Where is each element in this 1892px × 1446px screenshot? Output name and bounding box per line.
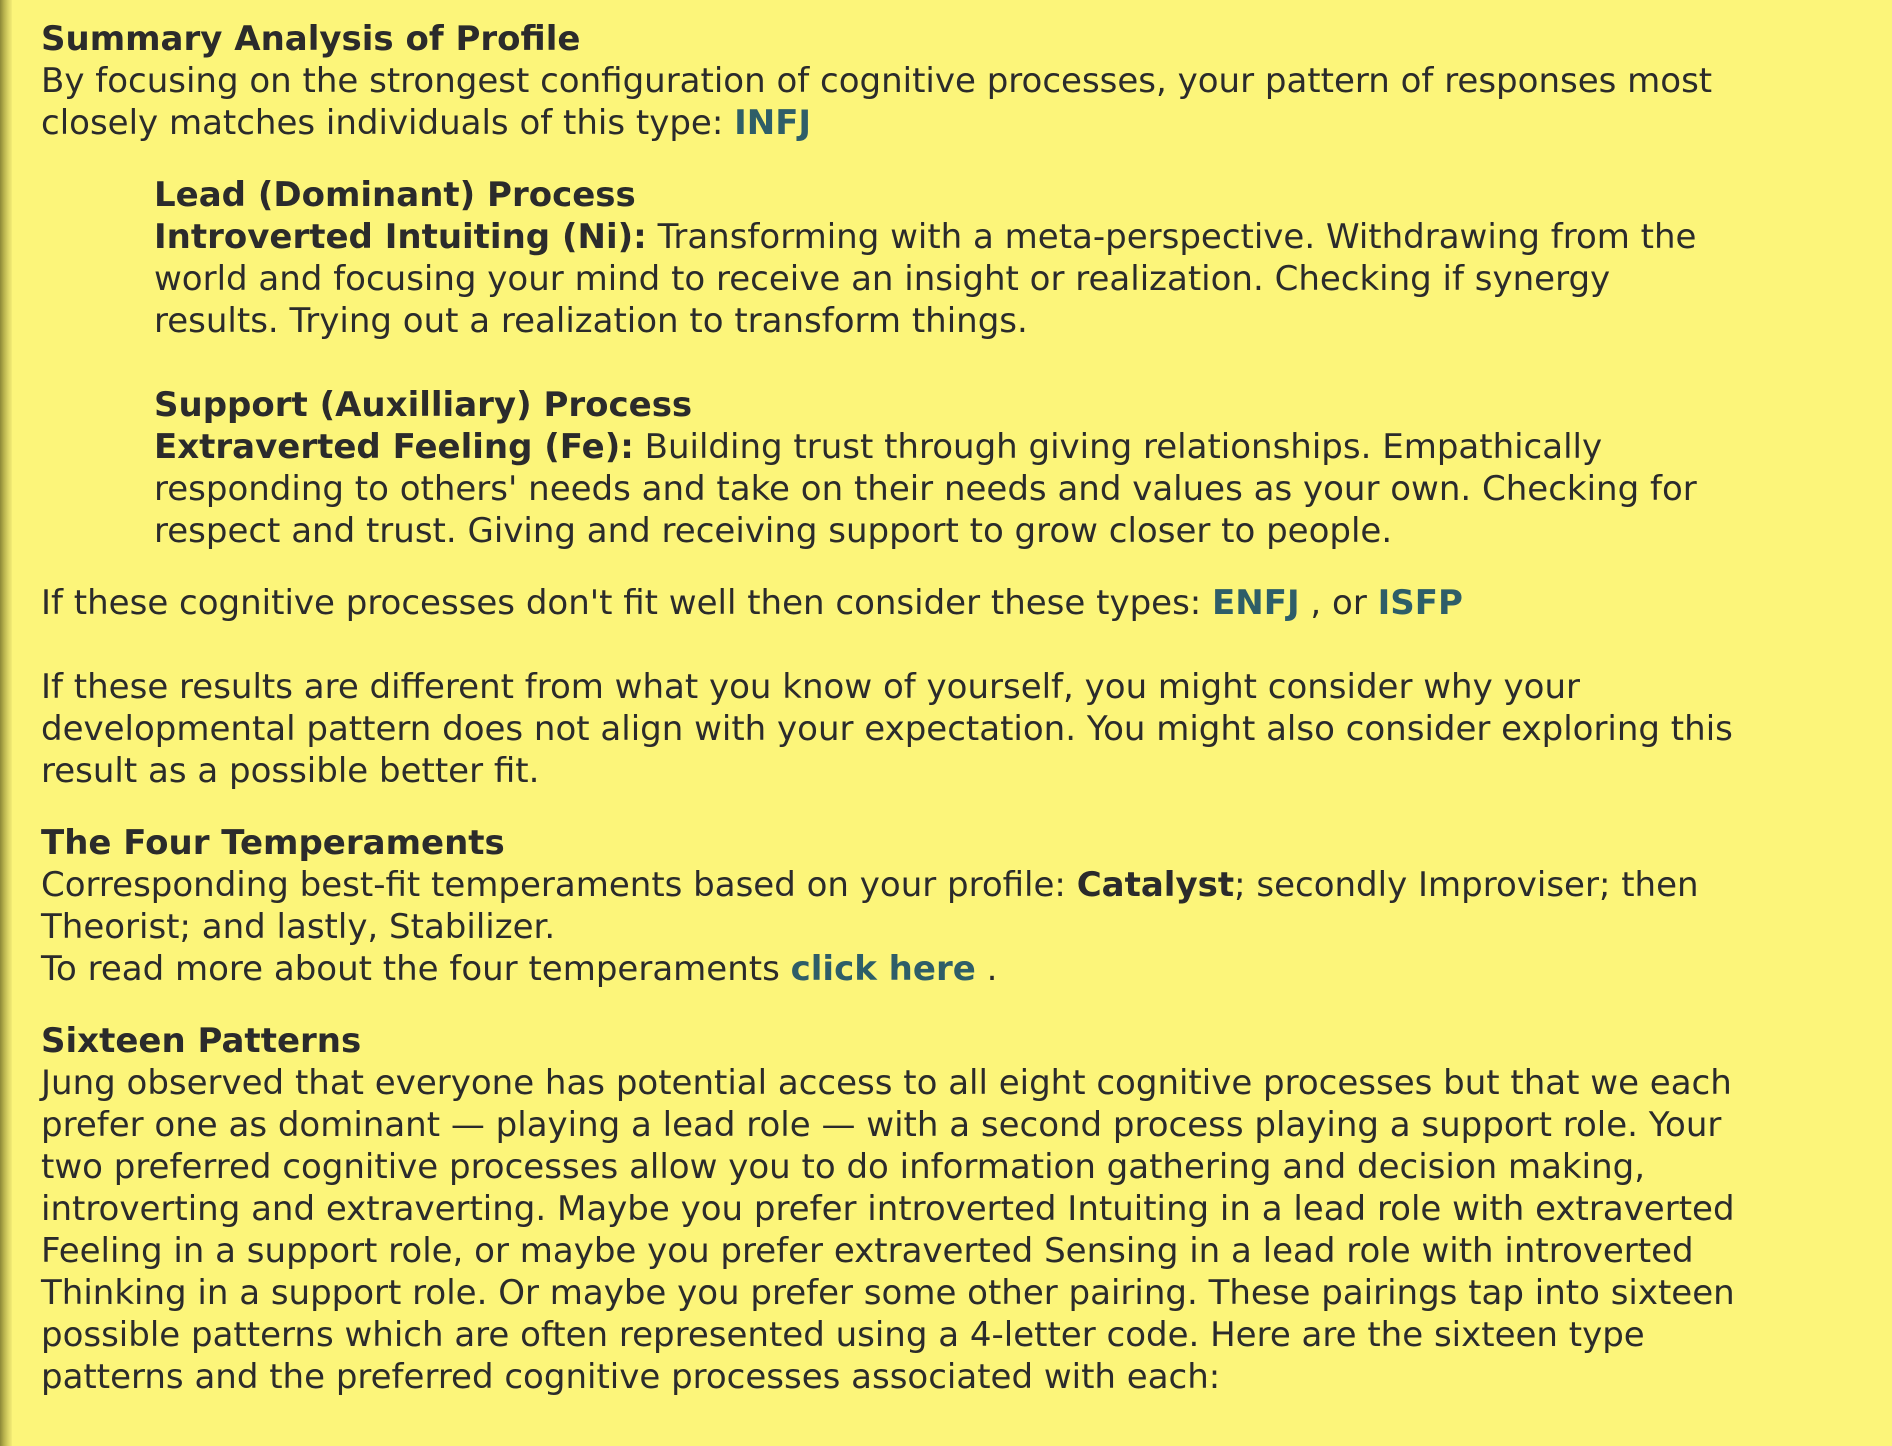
lead-process-section [154,174,1714,342]
sixteen-patterns-paragraph: Jung observed that everyone has potential access to all eight cognitive processes but that we each prefer one as dominant — playing a lead role — with a second process playing a support role. Your two preferred cognitive processes allow you to do information gathering and decision making, introverting and extraverting. Maybe you prefer introverted Intuiting in a lead role with extraverted Feeling in a support role, or maybe you prefer extraverted Sensing in a lead role with introverted Thinking in a support role. Or maybe you prefer some other pairing. These pairings tap into sixteen possible patterns which are often represented using a 4-letter code. Here are the sixteen type patterns and the preferred cognitive processes associated with each: [41,1063,1735,1397]
support-process-paragraph [154,426,1714,552]
support-process-name: Extraverted Feeling (Fe): [154,427,634,467]
alternative-separator: , or [1310,583,1367,623]
temperaments-heading: The Four Temperaments [41,823,505,863]
primary-temperament: Catalyst [1076,865,1235,905]
temperaments-read-more [41,948,1761,990]
support-process-description: Building trust through giving relationships. Empathically responding to others' needs and take on their needs and values as your own. Checking for respect and trust. Giving and receiving support to grow closer to people. [154,427,1697,551]
lead-process-heading: Lead (Dominant) Process [154,175,636,215]
alternative-types-paragraph [41,582,1761,624]
lead-process-description: Transforming with a meta-perspective. Withdrawing from the world and focusing your mind to receive an insight or realization. Checking if synergy results. Trying out a realization to transform things. [154,217,1697,341]
read-more-text: To read more about the four temperaments [41,949,780,989]
summary-heading: Summary Analysis of Profile [41,19,581,59]
temperaments-paragraph [41,864,1761,948]
read-more-end: . [986,949,998,989]
different-results-paragraph: If these results are different from what you know of yourself, you might consider why your developmental pattern does not align with your expectation. You might also consider exploring this result as a possible better fit. [41,667,1733,791]
infj-type-link[interactable]: INFJ [734,103,812,143]
support-process-section [154,384,1714,552]
lead-process-name: Introverted Intuiting (Ni): [154,217,647,257]
left-border [0,0,12,1446]
summary-paragraph [41,60,1761,144]
temperaments-text-before: Corresponding best-fit temperaments based on your profile: [41,865,1066,905]
support-process-heading: Support (Auxilliary) Process [154,385,693,425]
alternative-types-text: If these cognitive processes don't fit well then consider these types: [41,583,1202,623]
temperaments-click-here-link[interactable]: click here [790,949,976,989]
summary-intro-text: By focusing on the strongest configuration of cognitive processes, your pattern of responses most closely matches individuals of this type: [41,61,1713,143]
isfp-type-link[interactable]: ISFP [1377,583,1463,623]
results-content [41,18,1761,1398]
lead-process-paragraph [154,216,1714,342]
temperaments-text-after: ; secondly Improviser; then Theorist; and lastly, Stabilizer. [41,865,1699,947]
enfj-type-link[interactable]: ENFJ [1212,583,1300,623]
sixteen-patterns-heading: Sixteen Patterns [41,1021,362,1061]
